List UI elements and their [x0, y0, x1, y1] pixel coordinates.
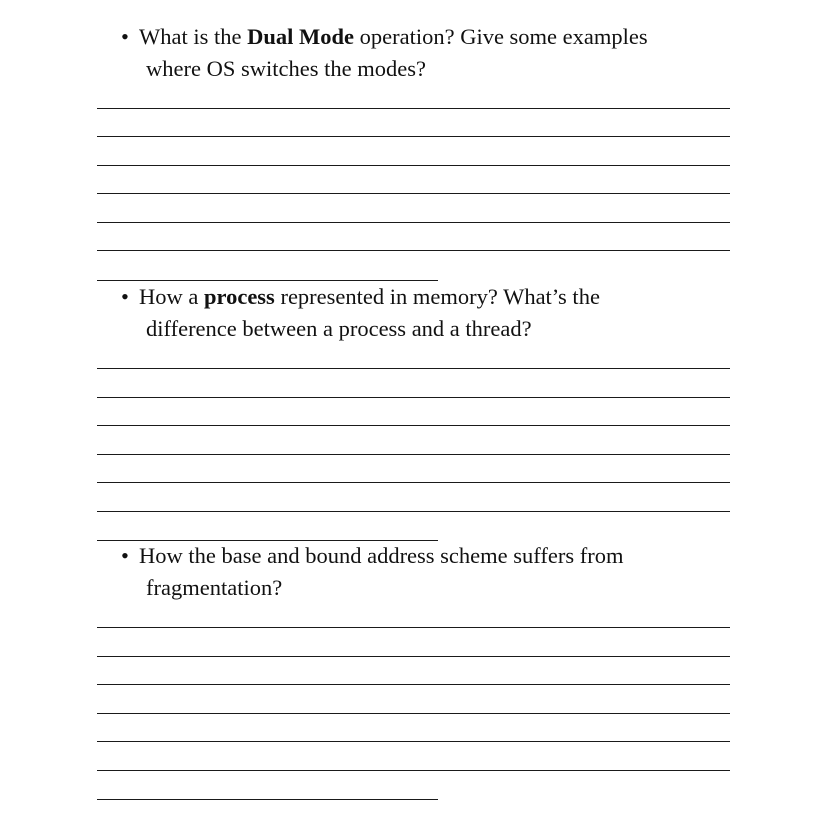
answer-line[interactable]: [97, 627, 730, 628]
question-2-text-pre: How a: [139, 284, 204, 309]
question-3-text-pre: How the base and bound address scheme suffers from: [139, 543, 624, 568]
answer-line[interactable]: [97, 799, 438, 800]
answer-line[interactable]: [97, 397, 730, 398]
question-2: [121, 281, 761, 345]
question-2-text-line2: difference between a process and a thread?: [146, 316, 532, 341]
answer-line[interactable]: [97, 136, 730, 137]
question-3-text-line2: fragmentation?: [146, 575, 283, 600]
answer-line[interactable]: [97, 250, 730, 251]
bullet-icon: •: [121, 284, 129, 309]
answer-line[interactable]: [97, 511, 730, 512]
question-3: [121, 540, 761, 604]
answer-line[interactable]: [97, 770, 730, 771]
question-1: [121, 21, 761, 85]
bullet-icon: •: [121, 24, 129, 49]
answer-line[interactable]: [97, 454, 730, 455]
answer-line[interactable]: [97, 193, 730, 194]
answer-line[interactable]: [97, 656, 730, 657]
answer-line[interactable]: [97, 425, 730, 426]
answer-line[interactable]: [97, 222, 730, 223]
bullet-icon: •: [121, 543, 129, 568]
question-1-text-pre: What is the: [139, 24, 248, 49]
answer-line[interactable]: [97, 108, 730, 109]
answer-line[interactable]: [97, 165, 730, 166]
answer-line[interactable]: [97, 368, 730, 369]
question-1-text-post: operation? Give some examples: [353, 24, 648, 49]
answer-line[interactable]: [97, 482, 730, 483]
answer-line[interactable]: [97, 684, 730, 685]
answer-line[interactable]: [97, 713, 730, 714]
answer-line[interactable]: [97, 741, 730, 742]
question-2-keyword: process: [203, 284, 275, 309]
question-2-text-post: represented in memory? What’s the: [274, 284, 600, 309]
question-1-text-line2: where OS switches the modes?: [146, 56, 426, 81]
question-1-keyword: Dual Mode: [247, 24, 354, 49]
